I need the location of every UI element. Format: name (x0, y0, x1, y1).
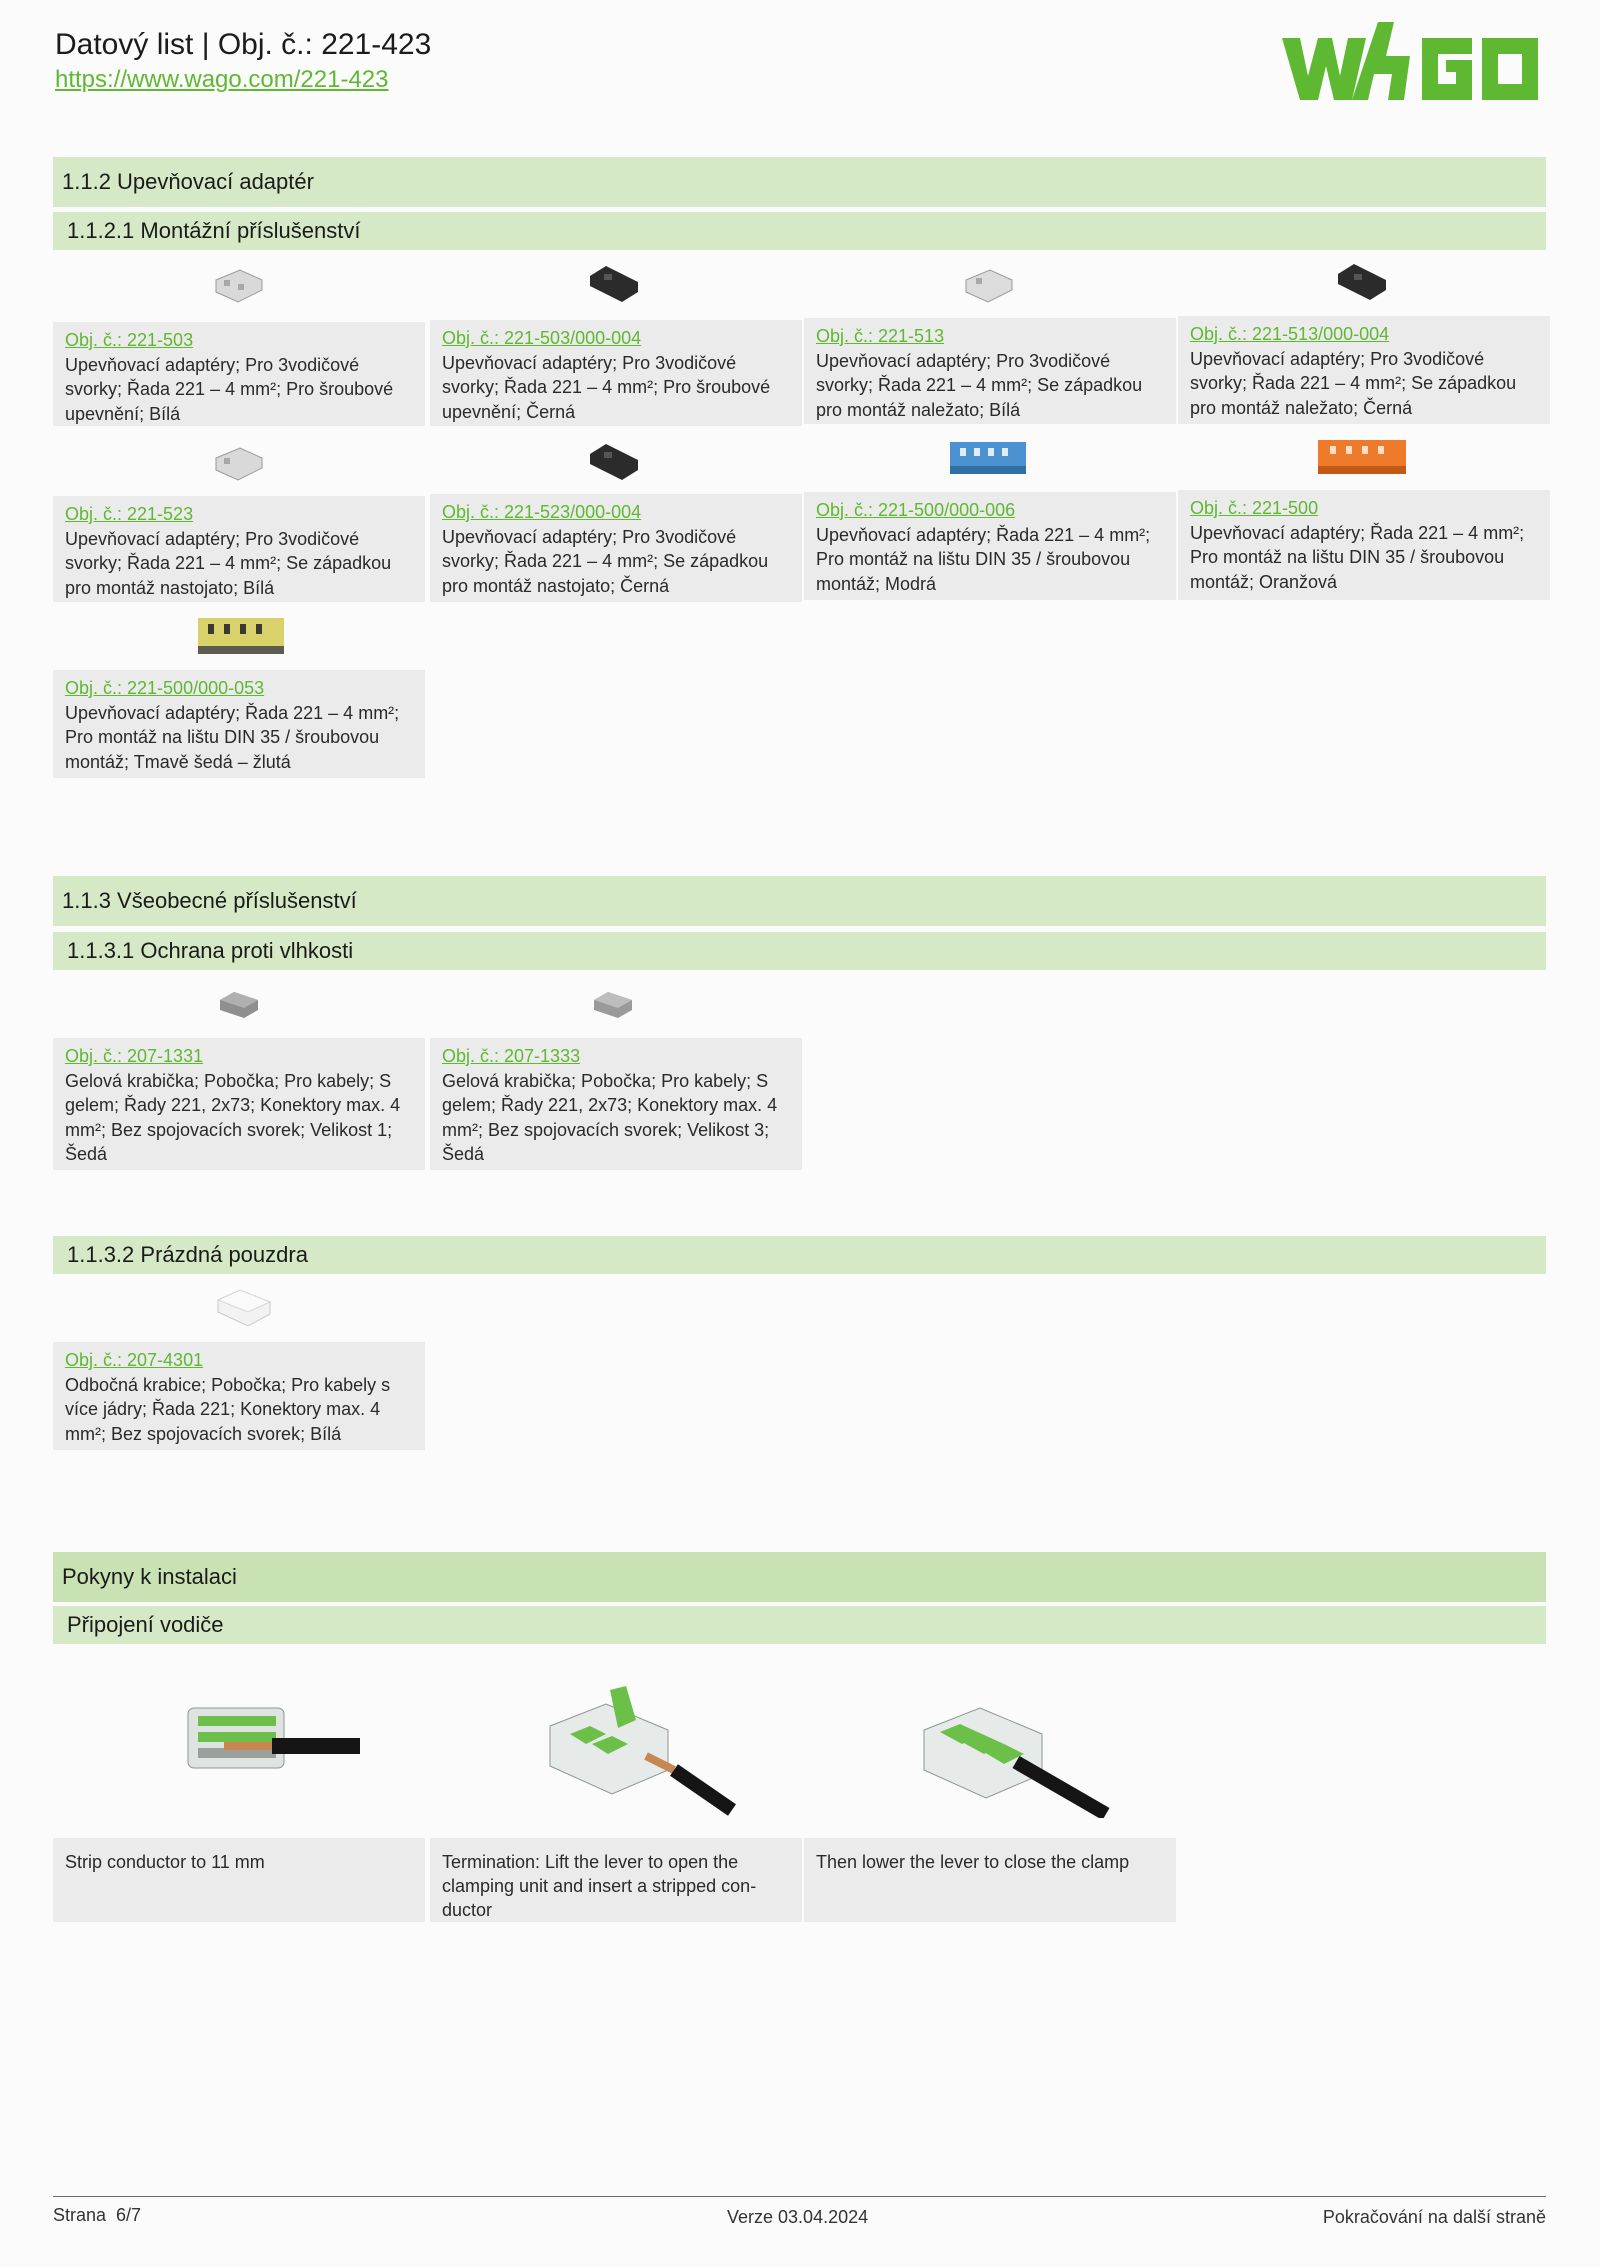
order-number-link[interactable]: Obj. č.: 221-500/000-006 (816, 500, 1016, 520)
product-card (430, 494, 802, 602)
footer-divider (53, 2196, 1546, 2197)
adapter-white-icon (960, 266, 1016, 306)
order-number-link[interactable]: Obj. č.: 221-513/000-004 (1190, 324, 1390, 344)
din-carrier-blue-icon (948, 436, 1028, 480)
adapter-black-icon (586, 440, 642, 484)
product-card (430, 320, 802, 426)
empty-box-icon (214, 1286, 274, 1330)
footer-version: Verze 03.04.2024 (727, 2207, 869, 2227)
product-card (53, 1038, 425, 1170)
section-heading-1-1-3-1: 1.1.3.1 Ochrana proti vlhkosti (53, 932, 1546, 970)
product-description: Upevňovací adaptéry; Pro 3vodičové svorky; Řada 221 – 4 mm²; Pro šroubové upevnění; Bílá (65, 354, 394, 424)
connector-lever-closed-icon (920, 1700, 1110, 1818)
section-heading-1-1-2: 1.1.2 Upevňovací adaptér (53, 157, 1546, 207)
product-card (53, 1342, 425, 1450)
product-description: Upevňovací adaptéry; Pro 3vodičové svorky; Řada 221 – 4 mm²; Se západkou pro montáž nastojato; Bílá (65, 528, 392, 598)
order-number-link[interactable]: Obj. č.: 221-500 (1190, 498, 1319, 518)
product-description: Upevňovací adaptéry; Pro 3vodičové svorky; Řada 221 – 4 mm²; Se západkou pro montáž naležato; Černá (1190, 348, 1517, 418)
product-card (804, 318, 1176, 424)
adapter-white-icon (210, 444, 266, 484)
order-number-link[interactable]: Obj. č.: 221-503/000-004 (442, 328, 642, 348)
product-description: Upevňovací adaptéry; Pro 3vodičové svorky; Řada 221 – 4 mm²; Se západkou pro montáž naležato; Bílá (816, 350, 1143, 420)
product-description: Upevňovací adaptéry; Pro 3vodičové svorky; Řada 221 – 4 mm²; Se západkou pro montáž nastojato; Černá (442, 526, 769, 596)
section-heading-installation: Pokyny k instalaci (53, 1552, 1546, 1602)
section-heading-1-1-2-1: 1.1.2.1 Montážní příslušenství (53, 212, 1546, 250)
footer-page-number: Strana 6/7 (53, 2205, 142, 2225)
order-number-link[interactable]: Obj. č.: 207-4301 (65, 1350, 204, 1370)
order-number-link[interactable]: Obj. č.: 207-1333 (442, 1046, 581, 1066)
product-description: Upevňovací adaptéry; Řada 221 – 4 mm²; Pro montáž na lištu DIN 35 / šroubovou montáž; Modrá (816, 524, 1151, 594)
adapter-black-icon (586, 262, 642, 306)
connector-lever-open-icon (546, 1686, 736, 1816)
order-number-link[interactable]: Obj. č.: 221-513 (816, 326, 945, 346)
product-description: Upevňovací adaptéry; Pro 3vodičové svorky; Řada 221 – 4 mm²; Pro šroubové upevnění; Černá (442, 352, 771, 422)
install-step-note: Strip conductor to 11 mm (53, 1838, 425, 1922)
footer-continuation: Pokračování na další straně (1322, 2207, 1546, 2227)
product-card (804, 492, 1176, 600)
product-description: Gelová krabička; Pobočka; Pro kabely; S gelem; Řady 221, 2x73; Konektory max. 4 mm²; Bez spojovacích svorek; Velikost 1; Šedá (65, 1070, 401, 1164)
section-heading-1-1-3-2: 1.1.3.2 Prázdná pouzdra (53, 1236, 1546, 1274)
adapter-black-icon (1334, 260, 1390, 304)
order-number-link[interactable]: Obj. č.: 221-523/000-004 (442, 502, 642, 522)
document-title: Datový list | Obj. č.: 221-423 (55, 28, 432, 61)
product-description: Odbočná krabice; Pobočka; Pro kabely s více jádry; Řada 221; Konektory max. 4 mm²; Bez spojovacích svorek; Bílá (65, 1374, 391, 1444)
section-heading-conductor: Připojení vodiče (53, 1606, 1546, 1644)
install-step-note: Then lower the lever to close the clamp (804, 1838, 1176, 1922)
product-card (53, 496, 425, 602)
gel-box-icon (590, 988, 636, 1022)
product-card (53, 322, 425, 426)
product-url-link[interactable]: https://www.wago.com/221-423 (55, 66, 389, 93)
product-description: Gelová krabička; Pobočka; Pro kabely; S gelem; Řady 221, 2x73; Konektory max. 4 mm²; Bez spojovacích svorek; Velikost 3; Šedá (442, 1070, 778, 1164)
adapter-white-icon (210, 266, 266, 306)
section-heading-1-1-3: 1.1.3 Všeobecné příslušenství (53, 876, 1546, 926)
din-carrier-orange-icon (1316, 434, 1408, 480)
order-number-link[interactable]: Obj. č.: 221-500/000-053 (65, 678, 265, 698)
din-carrier-yellow-icon (196, 612, 286, 660)
order-number-link[interactable]: Obj. č.: 221-523 (65, 504, 194, 524)
product-card (53, 670, 425, 778)
product-description: Upevňovací adaptéry; Řada 221 – 4 mm²; Pro montáž na lištu DIN 35 / šroubovou montáž; Oranžová (1190, 522, 1525, 592)
wago-logo (1282, 16, 1542, 108)
install-step-note: Termination: Lift the lever to open the clamping unit and insert a stripped conductor (430, 1838, 802, 1922)
order-number-link[interactable]: Obj. č.: 207-1331 (65, 1046, 204, 1066)
gel-box-icon (216, 988, 262, 1022)
connector-strip-icon (184, 1698, 362, 1778)
product-card (1178, 490, 1550, 600)
product-card (1178, 316, 1550, 424)
product-description: Upevňovací adaptéry; Řada 221 – 4 mm²; Pro montáž na lištu DIN 35 / šroubovou montáž; Tmavě šedá – žlutá (65, 702, 400, 772)
order-number-link[interactable]: Obj. č.: 221-503 (65, 330, 194, 350)
product-card (430, 1038, 802, 1170)
